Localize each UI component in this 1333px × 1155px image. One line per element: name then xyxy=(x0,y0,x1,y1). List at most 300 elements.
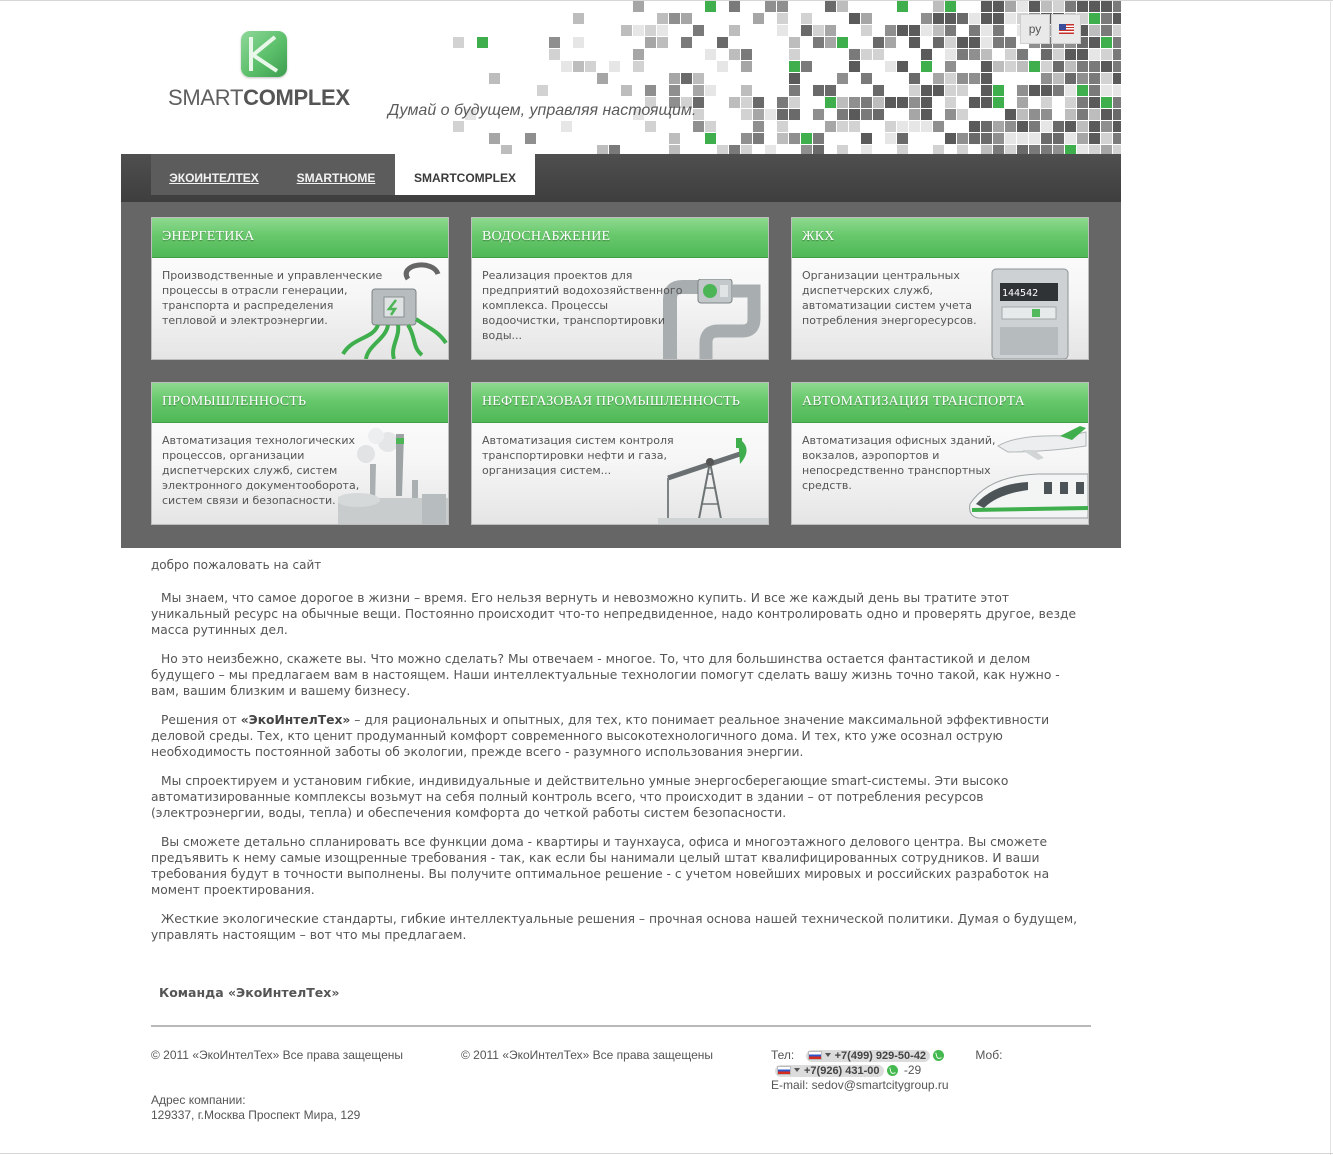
mosaic-pixel xyxy=(681,13,692,24)
mosaic-pixel xyxy=(1029,85,1040,96)
mosaic-pixel xyxy=(753,121,764,132)
mosaic-pixel xyxy=(921,61,932,72)
mosaic-pixel xyxy=(789,97,800,108)
mosaic-pixel xyxy=(873,85,884,96)
mosaic-pixel xyxy=(993,1,1004,12)
mosaic-pixel xyxy=(993,97,1004,108)
mosaic-pixel xyxy=(921,97,932,108)
mosaic-pixel xyxy=(837,97,848,108)
mosaic-pixel xyxy=(873,97,884,108)
mosaic-pixel xyxy=(1113,25,1121,36)
mosaic-pixel xyxy=(981,133,992,144)
mosaic-pixel xyxy=(1065,49,1076,60)
mosaic-pixel xyxy=(861,13,872,24)
mosaic-pixel xyxy=(1065,1,1076,12)
mosaic-pixel xyxy=(645,121,656,132)
mosaic-pixel xyxy=(897,145,908,154)
mosaic-pixel xyxy=(537,85,548,96)
mosaic-pixel xyxy=(609,61,620,72)
mosaic-pixel xyxy=(1077,97,1088,108)
ru-flag-icon xyxy=(777,1066,791,1075)
mosaic-pixel xyxy=(1077,85,1088,96)
mosaic-pixel xyxy=(969,25,980,36)
mosaic-pixel xyxy=(1089,1,1100,12)
mosaic-pixel xyxy=(657,37,668,48)
mosaic-pixel xyxy=(1053,61,1064,72)
tile-title: ПРОМЫШЛЕННОСТЬ xyxy=(162,394,307,409)
mosaic-pixel xyxy=(1041,145,1052,154)
mosaic-pixel xyxy=(1089,25,1100,36)
mosaic-pixel xyxy=(813,37,824,48)
mosaic-pixel xyxy=(729,97,740,108)
mosaic-pixel xyxy=(729,1,740,12)
mosaic-pixel xyxy=(1089,85,1100,96)
mosaic-pixel xyxy=(837,145,848,154)
tile-title: ЖКХ xyxy=(802,229,835,244)
mosaic-pixel xyxy=(945,1,956,12)
mosaic-pixel xyxy=(669,13,680,24)
main-content xyxy=(151,590,1091,956)
mosaic-pixel xyxy=(1041,109,1052,120)
mosaic-pixel xyxy=(801,13,812,24)
mosaic-pixel xyxy=(1101,1,1112,12)
mosaic-pixel xyxy=(981,37,992,48)
mosaic-pixel xyxy=(1089,97,1100,108)
mosaic-pixel xyxy=(777,97,788,108)
mosaic-pixel xyxy=(1005,133,1016,144)
mosaic-pixel xyxy=(705,1,716,12)
nav-item-smartcomplex[interactable]: SMARTCOMPLEX xyxy=(395,154,535,195)
content-paragraph: Решения от «ЭкоИнтелТех» – для рациональных и опытных, для тех, кто понимает реальное значение максимальной эффективности деловой среды. Тех, кто ценит продуманный комфорт современного высокотехнологичного дома. И тех, кто уже осознал острую необходимость постоянной заботы об экологии, прежде всего - разумного использования энергии. xyxy=(151,713,1050,759)
mosaic-pixel xyxy=(945,73,956,84)
mosaic-pixel xyxy=(1053,85,1064,96)
mosaic-pixel xyxy=(1053,145,1064,154)
mosaic-pixel xyxy=(1005,109,1016,120)
mosaic-pixel xyxy=(921,121,932,132)
mosaic-pixel xyxy=(777,121,788,132)
mosaic-pixel xyxy=(609,145,620,154)
mosaic-pixel xyxy=(1005,13,1016,24)
mosaic-pixel xyxy=(1101,49,1112,60)
content-paragraph: Мы знаем, что самое дорогое в жизни – время. Его нельзя вернуть и невозможно купить. И все же каждый день вы тратите этот уникальный ресурс на обычные вещи. Постоянно происходит что-то непредвиденное, надо контролировать одно и проверять другое, везде масса рутинных дел. xyxy=(151,591,1077,637)
tile-description: Организации центральных диспетчерских служб, автоматизации систем учета потребления энергоресурсов. xyxy=(802,269,977,327)
mosaic-pixel xyxy=(1017,97,1028,108)
mosaic-pixel xyxy=(909,73,920,84)
header-slogan: Думай о будущем, управляя настоящим. xyxy=(388,102,697,119)
mosaic-pixel xyxy=(1065,61,1076,72)
mosaic-pixel xyxy=(741,97,752,108)
mosaic-pixel xyxy=(573,13,584,24)
welcome-heading: добро пожаловать на сайт xyxy=(151,558,322,572)
tel-phone-widget[interactable]: +7(499) 929-50-42 xyxy=(806,1050,930,1062)
mosaic-pixel xyxy=(849,61,860,72)
footer-email[interactable]: E-mail: sedov@smartcitygroup.ru xyxy=(771,1078,949,1092)
mosaic-pixel xyxy=(873,49,884,60)
mosaic-pixel xyxy=(1017,133,1028,144)
mosaic-pixel xyxy=(1017,145,1028,154)
mosaic-pixel xyxy=(933,25,944,36)
address-label: Адрес компании: xyxy=(151,1093,246,1107)
tile-transport[interactable] xyxy=(791,382,1089,525)
mosaic-pixel xyxy=(885,37,896,48)
mosaic-pixel xyxy=(1089,37,1100,48)
mosaic-pixel xyxy=(1053,1,1064,12)
mosaic-pixel xyxy=(813,25,824,36)
tile-industry[interactable] xyxy=(151,382,449,525)
mosaic-pixel xyxy=(873,37,884,48)
mosaic-pixel xyxy=(897,121,908,132)
tile-description: Автоматизация технологических процессов, организации диспетчерских служб, систем электронного документооборота, систем связи и безопасности. xyxy=(162,434,360,507)
mosaic-pixel xyxy=(1101,97,1112,108)
mosaic-pixel xyxy=(957,49,968,60)
mosaic-pixel xyxy=(861,25,872,36)
call-icon[interactable] xyxy=(887,1065,898,1076)
mosaic-pixel xyxy=(489,133,500,144)
mosaic-pixel xyxy=(1089,121,1100,132)
mosaic-pixel xyxy=(753,109,764,120)
sector-tiles xyxy=(121,202,1121,548)
mosaic-pixel xyxy=(729,49,740,60)
mosaic-pixel xyxy=(933,37,944,48)
mosaic-pixel xyxy=(969,49,980,60)
lang-ru-button[interactable]: ру xyxy=(1020,14,1050,44)
mosaic-pixel xyxy=(909,121,920,132)
mosaic-pixel xyxy=(897,97,908,108)
bottom-border xyxy=(0,1153,1333,1154)
mosaic-pixel xyxy=(717,145,728,154)
mosaic-pixel xyxy=(1029,121,1040,132)
mosaic-pixel xyxy=(789,73,800,84)
mosaic-pixel xyxy=(1089,73,1100,84)
mosaic-pixel xyxy=(801,133,812,144)
mosaic-pixel xyxy=(1041,97,1052,108)
mosaic-pixel xyxy=(1113,1,1121,12)
mosaic-pixel xyxy=(1089,109,1100,120)
mosaic-pixel xyxy=(837,37,848,48)
mosaic-pixel xyxy=(1113,73,1121,84)
mosaic-pixel xyxy=(1017,109,1028,120)
mosaic-pixel xyxy=(885,133,896,144)
us-flag-icon xyxy=(1059,24,1074,34)
mosaic-pixel xyxy=(753,97,764,108)
tile-oil-gas[interactable] xyxy=(471,382,769,525)
tile-energy[interactable] xyxy=(151,217,449,360)
address-value: 129337, г.Москва Проспект Мира, 129 xyxy=(151,1108,361,1122)
mosaic-pixel xyxy=(981,13,992,24)
pixel-mosaic-decoration xyxy=(381,1,1121,154)
mosaic-pixel xyxy=(705,133,716,144)
mosaic-pixel xyxy=(1017,85,1028,96)
mosaic-pixel xyxy=(681,37,692,48)
mosaic-pixel xyxy=(957,13,968,24)
mosaic-pixel xyxy=(921,13,932,24)
logo-text: SMARTCOMPLEX xyxy=(168,85,350,110)
mosaic-pixel xyxy=(753,133,764,144)
mosaic-pixel xyxy=(765,145,776,154)
mosaic-pixel xyxy=(909,109,920,120)
mosaic-pixel xyxy=(789,37,800,48)
mosaic-pixel xyxy=(741,145,752,154)
mosaic-pixel xyxy=(969,73,980,84)
mosaic-pixel xyxy=(549,37,560,48)
mosaic-pixel xyxy=(1041,1,1052,12)
content-paragraph: Вы сможете детально спланировать все функции дома - квартиры и таунхауса, офиса и многоэтажного делового центра. Вы сможете предъявить к нему самые изощренные требования - так, как если бы нанимали целый штат квалифицированных сотрудников. И ваши требования будут в точности выполнены. Вы получите оптимальное решение - с учетом новейших мировых и российских разработок на момент проектирования. xyxy=(151,835,1050,897)
mosaic-pixel xyxy=(993,121,1004,132)
mosaic-pixel xyxy=(1101,121,1112,132)
mosaic-pixel xyxy=(777,13,788,24)
tile-water[interactable] xyxy=(471,217,769,360)
mosaic-pixel xyxy=(1017,61,1028,72)
svg-text:144542: 144542 xyxy=(1002,288,1039,299)
mosaic-pixel xyxy=(873,109,884,120)
content-paragraph: Но это неизбежно, скажете вы. Что можно сделать? Мы отвечаем - многое. То, что для большинства остается фантастикой и делом будущего – мы предлагаем вам в настоящем. Наши интеллектуальные технологии помогут сделать вашу жизнь точно такой, как нужно - вам, вашим близким и вашему бизнесу. xyxy=(151,652,1060,698)
mosaic-pixel xyxy=(597,73,608,84)
mosaic-pixel xyxy=(1065,97,1076,108)
mosaic-pixel xyxy=(801,61,812,72)
mosaic-pixel xyxy=(837,109,848,120)
mosaic-pixel xyxy=(1053,49,1064,60)
mosaic-pixel xyxy=(909,85,920,96)
mosaic-pixel xyxy=(945,133,956,144)
mosaic-pixel xyxy=(1101,13,1112,24)
mosaic-pixel xyxy=(849,109,860,120)
mosaic-pixel xyxy=(1077,121,1088,132)
mosaic-pixel xyxy=(585,61,596,72)
mosaic-pixel xyxy=(1077,145,1088,154)
nav-item-ecointeltech[interactable]: ЭКОИНТЕЛТЕХ xyxy=(169,171,259,185)
mosaic-pixel xyxy=(993,145,1004,154)
mosaic-pixel xyxy=(1101,37,1112,48)
mosaic-pixel xyxy=(861,73,872,84)
tile-description: Автоматизация систем контроля транспортировки нефти и газа, организация систем... xyxy=(482,434,674,477)
mosaic-pixel xyxy=(849,13,860,24)
mosaic-pixel xyxy=(813,145,824,154)
mosaic-pixel xyxy=(945,37,956,48)
tile-description: Автоматизация офисных зданий, вокзалов, аэропортов и непосредственно транспортных средств. xyxy=(802,434,996,492)
mosaic-pixel xyxy=(693,25,704,36)
mosaic-pixel xyxy=(885,97,896,108)
mosaic-pixel xyxy=(1005,145,1016,154)
mosaic-pixel xyxy=(573,61,584,72)
mosaic-pixel xyxy=(777,133,788,144)
mosaic-pixel xyxy=(825,97,836,108)
mosaic-pixel xyxy=(597,145,608,154)
mosaic-pixel xyxy=(897,133,908,144)
mosaic-pixel xyxy=(993,61,1004,72)
mosaic-pixel xyxy=(969,13,980,24)
mosaic-pixel xyxy=(753,13,764,24)
mosaic-pixel xyxy=(717,61,728,72)
mosaic-pixel xyxy=(477,37,488,48)
mosaic-pixel xyxy=(1089,133,1100,144)
mosaic-pixel xyxy=(765,109,776,120)
mosaic-pixel xyxy=(1017,121,1028,132)
site-header xyxy=(121,1,1121,154)
mosaic-pixel xyxy=(993,13,1004,24)
mosaic-pixel xyxy=(861,97,872,108)
mosaic-pixel xyxy=(1101,145,1112,154)
mosaic-pixel xyxy=(1041,85,1052,96)
mosaic-pixel xyxy=(741,109,752,120)
mosaic-pixel xyxy=(849,49,860,60)
mosaic-pixel xyxy=(765,1,776,12)
mosaic-pixel xyxy=(1077,1,1088,12)
mosaic-pixel xyxy=(1041,49,1052,60)
tile-housing[interactable] xyxy=(791,217,1089,360)
mosaic-pixel xyxy=(453,37,464,48)
mosaic-pixel xyxy=(981,145,992,154)
mosaic-pixel xyxy=(633,61,644,72)
mosaic-pixel xyxy=(1101,61,1112,72)
mosaic-pixel xyxy=(957,73,968,84)
mob-label: Моб: xyxy=(975,1048,1003,1062)
tile-title: ВОДОСНАБЖЕНИЕ xyxy=(482,229,611,244)
dropdown-arrow-icon xyxy=(825,1053,831,1057)
mosaic-pixel xyxy=(1113,97,1121,108)
mosaic-pixel xyxy=(981,49,992,60)
mosaic-pixel xyxy=(717,37,728,48)
mosaic-pixel xyxy=(669,145,680,154)
lang-en-button[interactable] xyxy=(1051,14,1081,44)
mosaic-pixel xyxy=(921,109,932,120)
mosaic-pixel xyxy=(1005,49,1016,60)
mosaic-pixel xyxy=(1041,61,1052,72)
mosaic-pixel xyxy=(1065,73,1076,84)
mosaic-pixel xyxy=(945,49,956,60)
mosaic-pixel xyxy=(501,145,512,154)
mosaic-pixel xyxy=(825,1,836,12)
mosaic-pixel xyxy=(921,49,932,60)
mosaic-pixel xyxy=(1101,73,1112,84)
mosaic-pixel xyxy=(789,109,800,120)
mosaic-pixel xyxy=(1077,133,1088,144)
mosaic-pixel xyxy=(933,13,944,24)
site-logo[interactable] xyxy=(168,31,373,111)
mosaic-pixel xyxy=(933,85,944,96)
mosaic-pixel xyxy=(741,49,752,60)
mosaic-pixel xyxy=(1053,73,1064,84)
mosaic-pixel xyxy=(1017,49,1028,60)
mosaic-pixel xyxy=(1065,133,1076,144)
tile-description: Производственные и управленческие процессы в отрасли генерации, транспорта и распределения тепловой и электроэнергии. xyxy=(162,269,383,327)
mosaic-pixel xyxy=(1029,61,1040,72)
mosaic-pixel xyxy=(1101,85,1112,96)
mosaic-pixel xyxy=(909,25,920,36)
mosaic-pixel xyxy=(669,133,680,144)
mosaic-pixel xyxy=(777,1,788,12)
mosaic-pixel xyxy=(945,97,956,108)
mosaic-pixel xyxy=(645,25,656,36)
mosaic-pixel xyxy=(693,121,704,132)
logo-mark-icon xyxy=(241,31,287,77)
mosaic-pixel xyxy=(945,13,956,24)
mosaic-pixel xyxy=(981,61,992,72)
mosaic-pixel xyxy=(825,37,836,48)
dropdown-arrow-icon xyxy=(794,1068,800,1072)
mosaic-pixel xyxy=(909,97,920,108)
mosaic-pixel xyxy=(645,37,656,48)
mosaic-pixel xyxy=(1029,1,1040,12)
mosaic-pixel xyxy=(1077,49,1088,60)
mosaic-pixel xyxy=(921,85,932,96)
mosaic-pixel xyxy=(969,97,980,108)
mosaic-pixel xyxy=(729,25,740,36)
mosaic-pixel xyxy=(897,61,908,72)
mosaic-pixel xyxy=(645,85,656,96)
mosaic-pixel xyxy=(1089,49,1100,60)
mosaic-pixel xyxy=(861,49,872,60)
tile-title: ЭНЕРГЕТИКА xyxy=(162,229,255,244)
company-name: «ЭкоИнтелТех» xyxy=(240,713,351,727)
mosaic-pixel xyxy=(837,121,848,132)
mosaic-pixel xyxy=(801,145,812,154)
footer-copyright-secondary: © 2011 «ЭкоИнтелТех» Все права защещены xyxy=(461,1048,713,1062)
mosaic-pixel xyxy=(453,121,464,132)
mosaic-pixel xyxy=(933,145,944,154)
mosaic-pixel xyxy=(885,25,896,36)
mosaic-pixel xyxy=(1113,109,1121,120)
mosaic-pixel xyxy=(945,61,956,72)
mosaic-pixel xyxy=(1065,121,1076,132)
mosaic-pixel xyxy=(561,121,572,132)
mob-phone-widget[interactable]: +7(926) 431-00 xyxy=(775,1065,884,1077)
mosaic-pixel xyxy=(945,85,956,96)
mosaic-pixel xyxy=(1077,109,1088,120)
mosaic-pixel xyxy=(1017,1,1028,12)
mosaic-pixel xyxy=(981,73,992,84)
footer-copyright: © 2011 «ЭкоИнтелТех» Все права защещены xyxy=(151,1048,403,1062)
mosaic-pixel xyxy=(813,133,824,144)
mosaic-pixel xyxy=(897,1,908,12)
mosaic-pixel xyxy=(993,25,1004,36)
mosaic-pixel xyxy=(1065,109,1076,120)
mosaic-pixel xyxy=(789,85,800,96)
mosaic-pixel xyxy=(1005,121,1016,132)
mosaic-pixel xyxy=(849,121,860,132)
tile-title: НЕФТЕГАЗОВАЯ ПРОМЫШЛЕННОСТЬ xyxy=(482,394,741,409)
mosaic-pixel xyxy=(993,85,1004,96)
call-icon[interactable] xyxy=(933,1050,944,1061)
mosaic-pixel xyxy=(981,121,992,132)
mosaic-pixel xyxy=(1065,145,1076,154)
mosaic-pixel xyxy=(825,25,836,36)
mosaic-pixel xyxy=(885,61,896,72)
mosaic-pixel xyxy=(1101,133,1112,144)
mosaic-pixel xyxy=(1113,61,1121,72)
mosaic-pixel xyxy=(633,1,644,12)
mosaic-pixel xyxy=(1113,133,1121,144)
mosaic-pixel xyxy=(837,73,848,84)
mosaic-pixel xyxy=(837,1,848,12)
nav-item-smarthome[interactable]: SMARTHOME xyxy=(296,171,376,185)
mosaic-pixel xyxy=(957,85,968,96)
mosaic-pixel xyxy=(789,133,800,144)
mosaic-pixel xyxy=(573,37,584,48)
mosaic-pixel xyxy=(945,109,956,120)
mosaic-pixel xyxy=(1029,133,1040,144)
mosaic-pixel xyxy=(741,85,752,96)
mosaic-pixel xyxy=(1005,61,1016,72)
mosaic-pixel xyxy=(885,121,896,132)
mosaic-pixel xyxy=(1053,121,1064,132)
mosaic-pixel xyxy=(489,73,500,84)
mosaic-pixel xyxy=(693,85,704,96)
mosaic-pixel xyxy=(1065,85,1076,96)
mosaic-pixel xyxy=(777,25,788,36)
mosaic-pixel xyxy=(1029,109,1040,120)
mosaic-pixel xyxy=(1005,1,1016,12)
mosaic-pixel xyxy=(1089,145,1100,154)
